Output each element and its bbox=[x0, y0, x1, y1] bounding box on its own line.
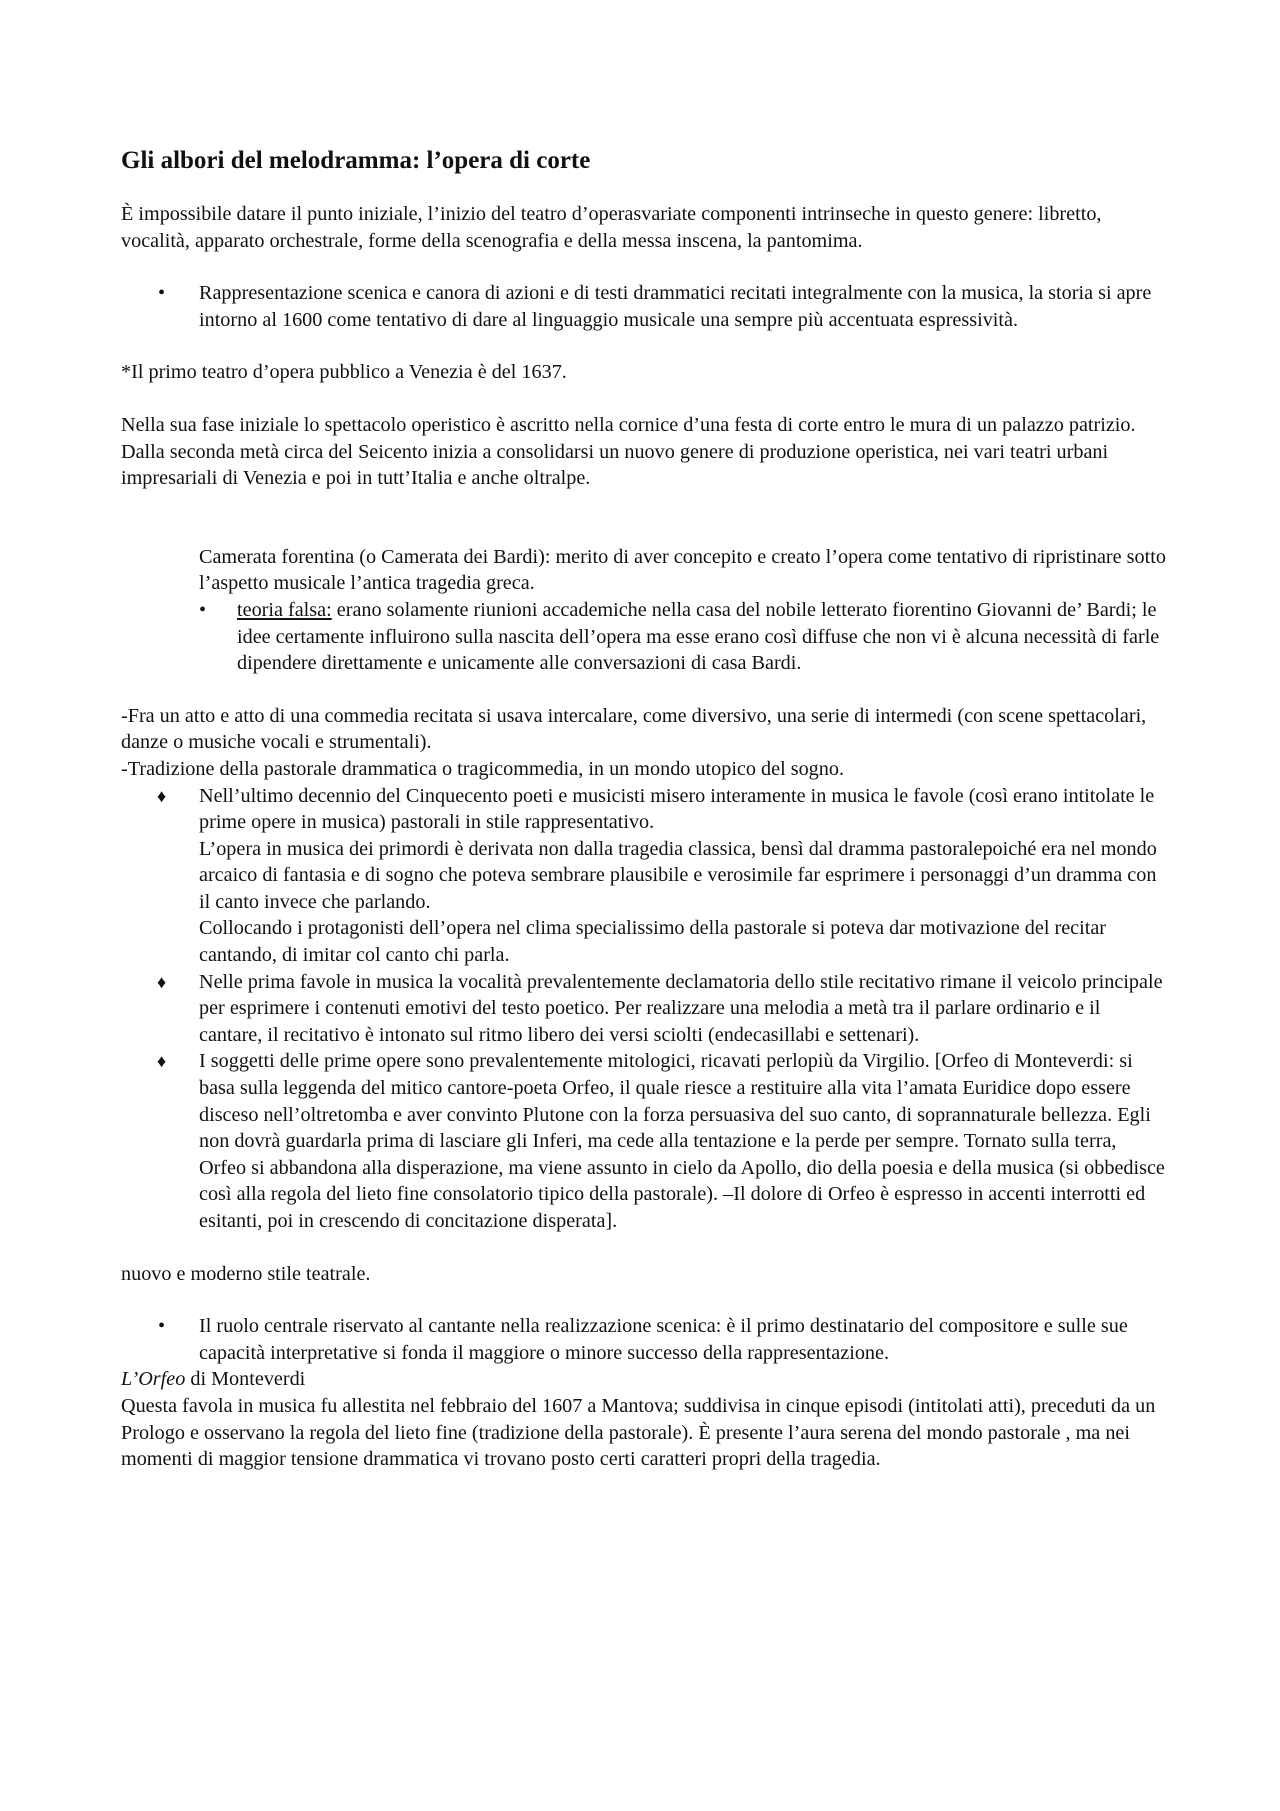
list-item-text: Rappresentazione scenica e canora di azioni e di testi drammatici recitati integralmente con la musica, la storia si apre intorno al 1600 come tentativo di dare al linguaggio musicale una sempre più accentuata espressività. bbox=[199, 282, 1152, 331]
seicento-paragraph: Dalla seconda metà circa del Seicento inizia a consolidarsi un nuovo genere di produzione operistica, nei vari teatri urbani impresariali di Venezia e poi in tutt’Italia e anche oltralpe. bbox=[121, 440, 1109, 490]
orfeo-heading bbox=[121, 1366, 1166, 1393]
list-item-text: L’opera in musica dei primordi è derivata non dalla tragedia classica, bensì dal dramma pastoralepoiché era nel mondo arcaico di fantasia e di sogno che poteva sembrare plausibile e verosimile far esprimere i personaggi d’un dramma con il canto invece che parlando. bbox=[199, 837, 1157, 913]
list-item-text: Nelle prima favole in musica la vocalità prevalentemente declamatoria dello stile recitativo rimane il veicolo principale per esprimere i contenuti emotivi del testo poetico. Per realizzare una melodia a metà tra il parlare ordinario e il cantare, il recitativo è intonato sul ritmo libero dei versi sciolti (endecasillabi e settenari). bbox=[199, 970, 1163, 1046]
list-item bbox=[121, 280, 1166, 333]
bullet-icon: • bbox=[158, 282, 166, 305]
intro-paragraph: È impossibile datare il punto iniziale, l’inizio del teatro d’operasvariate componenti intrinseche in questo genere: libretto, vocalità, apparato orchestrale, forme della scenografia e della messa inscena, la pantomima. bbox=[121, 203, 1102, 252]
orfeo-title: L’Orfeo bbox=[121, 1368, 186, 1391]
teoria-text: erano solamente riunioni accademiche nella casa del nobile letterato fiorentino Giovanni de’ Bardi; le idee certamente influirono sulla nascita dell’opera ma esse erano così diffuse che non vi è alcuna necessità di farle dipendere direttamente e unicamente alle conversazioni di casa Bardi. bbox=[237, 598, 1160, 675]
list-item bbox=[121, 1048, 1166, 1234]
stile-paragraph: nuovo e moderno stile teatrale. bbox=[121, 1262, 371, 1285]
diamond-bullet-icon: ♦ bbox=[157, 1051, 167, 1072]
pastorale-paragraph: -Tradizione della pastorale drammatica o tragicommedia, in un mondo utopico del sogno. bbox=[121, 757, 845, 780]
diamond-bullet-icon: ♦ bbox=[157, 785, 167, 806]
list-item bbox=[121, 597, 1166, 677]
list-item bbox=[121, 783, 1166, 969]
list-item-text: Il ruolo centrale riservato al cantante nella realizzazione scenica: è il primo destinatario del compositore e sulle sue capacità interpretative si fonda il maggiore o minore successo della rappresentazione. bbox=[199, 1315, 1128, 1364]
list-item-text: I soggetti delle prime opere sono prevalentemente mitologici, ricavati perlopiù da Virgilio. [Orfeo di Monteverdi: si basa sulla leggenda del mitico cantore-poeta Orfeo, il quale riesce a restituire alla vita l’amata Euridice dopo essere disceso nell’oltretomba e aver convinto Plutone con la forza persuasiva del suo canto, di soprannaturale bellezza. Egli non dovrà guardarla prima di lasciare gli Inferi, ma cede alla tentazione e la perde per sempre. Tornato sulla terra, Orfeo si abbandona alla disperazione, ma viene assunto in cielo da Apollo, dio della poesia e della musica (si obbedisce così alla regola del lieto fine consolatorio tipico della pastorale). –Il dolore di Orfeo è espresso in accenti interrotti ed esitanti, poi in crescendo di concitazione disperata]. bbox=[199, 1050, 1165, 1232]
document-title: Gli albori del melodramma: l’opera di corte bbox=[121, 147, 591, 174]
list-item-text: Collocando i protagonisti dell’opera nel clima specialissimo della pastorale si poteva dar motivazione del recitar cantando, di imitar col canto chi parla. bbox=[199, 917, 1107, 967]
document-page bbox=[121, 146, 1166, 1473]
bullet-icon: • bbox=[158, 1315, 166, 1338]
list-item bbox=[121, 969, 1166, 1049]
corte-paragraph: Nella sua fase iniziale lo spettacolo operistico è ascritto nella cornice d’una festa di corte entro le mura di un palazzo patrizio. bbox=[121, 413, 1136, 436]
bullet-icon: • bbox=[199, 598, 207, 621]
orfeo-paragraph: Questa favola in musica fu allestita nel febbraio del 1607 a Mantova; suddivisa in cinque episodi (intitolati atti), preceduti da un Prologo e osservano la regola del lieto fine (tradizione della pastorale). È presente l’aura serena del mondo pastorale , ma nei momenti di maggior tensione drammatica vi trovano posto certi caratteri propri della tragedia. bbox=[121, 1394, 1156, 1471]
intermedi-paragraph: -Fra un atto e atto di una commedia recitata si usava intercalare, come diversivo, una serie di intermedi (con scene spettacolari, danze o musiche vocali e strumentali). bbox=[121, 704, 1147, 754]
note-paragraph: *Il primo teatro d’opera pubblico a Venezia è del 1637. bbox=[121, 361, 567, 384]
list-item bbox=[121, 1313, 1166, 1366]
diamond-bullet-icon: ♦ bbox=[157, 971, 167, 992]
teoria-label: teoria falsa: bbox=[237, 598, 332, 621]
camerata-paragraph: Camerata forentina (o Camerata dei Bardi): merito di aver concepito e creato l’opera come tentativo di ripristinare sotto l’aspetto musicale l’antica tragedia greca. bbox=[199, 545, 1166, 595]
orfeo-title-rest: di Monteverdi bbox=[185, 1368, 306, 1391]
list-item-text: Nell’ultimo decennio del Cinquecento poeti e musicisti misero interamente in musica le favole (così erano intitolate le prime opere in musica) pastorali in stile rappresentativo. bbox=[199, 784, 1155, 834]
